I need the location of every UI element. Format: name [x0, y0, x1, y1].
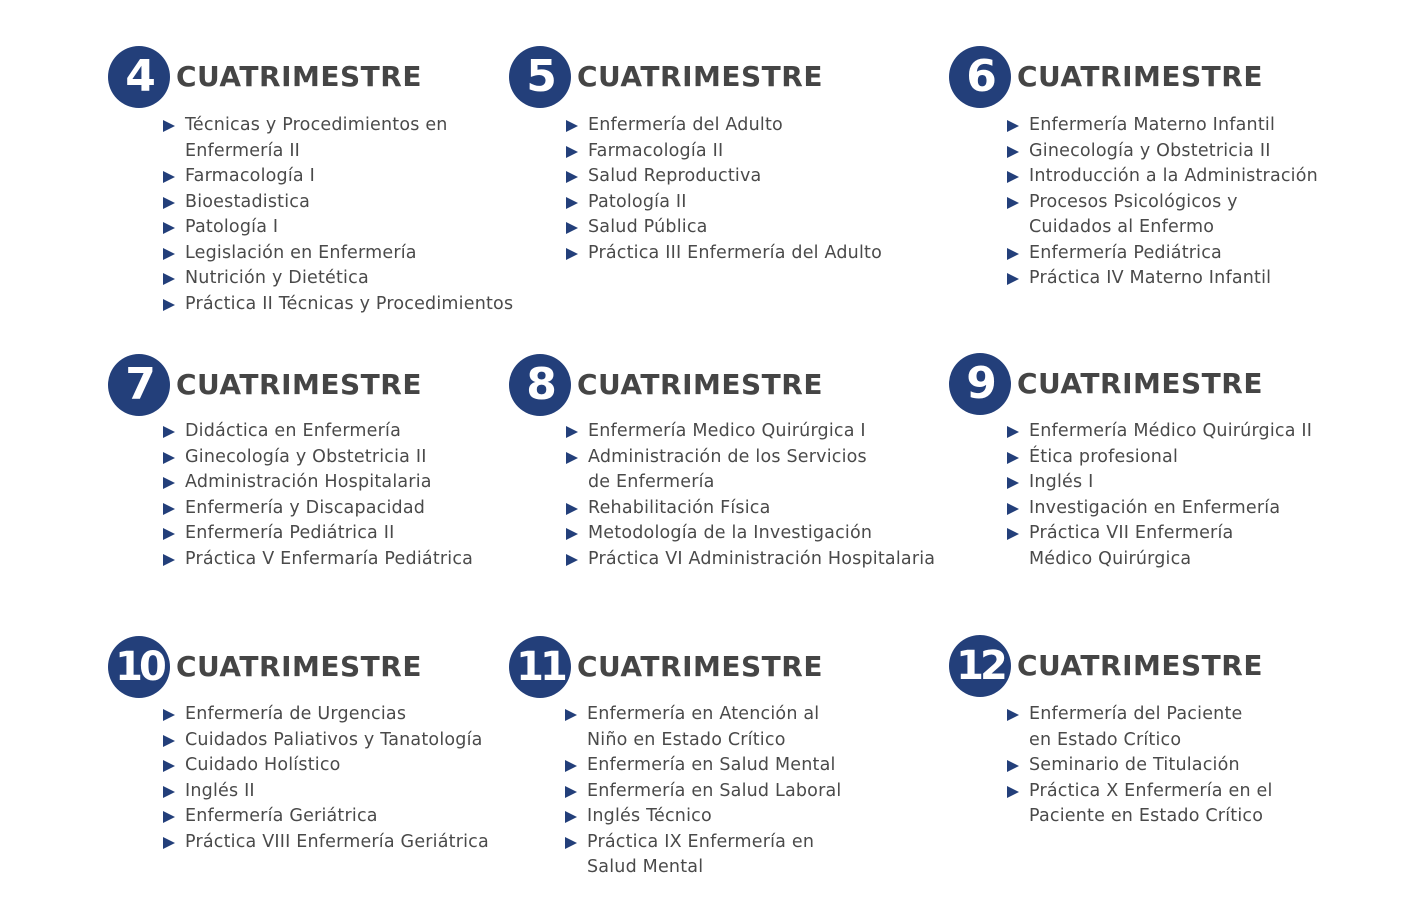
subject-item [566, 241, 882, 267]
subject-label: Investigación en Enfermería [1029, 497, 1281, 518]
subject-item [1007, 190, 1318, 241]
triangle-bullet-icon [163, 452, 175, 464]
cuatrimestre-number-badge: 7 [108, 354, 170, 416]
subject-list [1007, 419, 1312, 572]
subject-item [1007, 164, 1318, 190]
subject-label: Enfermería en Atención al Niño en Estado Crítico [587, 704, 820, 750]
triangle-bullet-icon [163, 273, 175, 285]
cuatrimestre-title: CUATRIMESTRE [577, 60, 823, 93]
subject-item [163, 266, 513, 292]
subject-item [1007, 702, 1273, 753]
subject-item [163, 215, 513, 241]
triangle-bullet-icon [163, 503, 175, 515]
subject-label: Inglés I [1029, 472, 1094, 492]
subject-label: Enfermería y Discapacidad [185, 497, 426, 518]
subject-label: Enfermería Geriátrica [185, 806, 378, 826]
subject-item [163, 164, 513, 190]
subject-label: Enfermería Medico Quirúrgica I [588, 421, 866, 441]
subject-item [566, 164, 882, 190]
triangle-bullet-icon [1007, 273, 1019, 285]
subject-label: Práctica VIII Enfermería Geriátrica [185, 831, 489, 852]
subject-label: Introducción a la Administración [1029, 166, 1318, 186]
triangle-bullet-icon [1007, 477, 1019, 489]
triangle-bullet-icon [163, 709, 175, 721]
subject-item [1007, 779, 1273, 830]
subject-label: Nutrición y Dietética [185, 268, 369, 288]
subject-label: Ginecología y Obstetricia II [185, 446, 427, 467]
subject-item [1007, 753, 1273, 779]
subject-label: Enfermería Médico Quirúrgica II [1029, 421, 1313, 441]
subject-item [163, 445, 473, 471]
triangle-bullet-icon [566, 452, 578, 464]
triangle-bullet-icon [163, 811, 175, 823]
triangle-bullet-icon [1007, 146, 1019, 158]
subject-label: Enfermería Pediátrica II [185, 523, 395, 543]
triangle-bullet-icon [163, 222, 175, 234]
subject-label: Legislación en Enfermería [185, 242, 417, 263]
subject-label: Práctica IV Materno Infantil [1029, 268, 1272, 288]
subject-label: Enfermería en Salud Mental [587, 755, 836, 775]
subject-item [1007, 445, 1312, 471]
subject-item [566, 521, 935, 547]
subject-label: Bioestadistica [185, 191, 311, 212]
cuatrimestre-title: CUATRIMESTRE [176, 368, 422, 401]
subject-label: Didáctica en Enfermería [185, 421, 402, 441]
subject-item [163, 496, 473, 522]
triangle-bullet-icon [565, 786, 577, 798]
subject-label: Patología I [185, 217, 279, 237]
subject-label: Farmacología I [185, 166, 315, 186]
triangle-bullet-icon [1007, 709, 1019, 721]
triangle-bullet-icon [565, 760, 577, 772]
subject-item [1007, 521, 1312, 572]
triangle-bullet-icon [566, 248, 578, 260]
subject-label: Farmacología II [588, 140, 724, 161]
subject-label: Cuidados Paliativos y Tanatología [185, 729, 483, 750]
subject-label: Técnicas y Procedimientos en Enfermería II [185, 115, 448, 161]
triangle-bullet-icon [566, 528, 578, 540]
subject-label: Inglés II [185, 780, 255, 801]
triangle-bullet-icon [565, 837, 577, 849]
subject-item [163, 190, 513, 216]
subject-list [163, 113, 513, 317]
triangle-bullet-icon [163, 837, 175, 849]
subject-item [566, 190, 882, 216]
triangle-bullet-icon [163, 197, 175, 209]
subject-list [566, 419, 935, 572]
subject-label: Práctica II Técnicas y Procedimientos [185, 293, 514, 314]
subject-item [163, 547, 473, 573]
subject-item [163, 419, 473, 445]
triangle-bullet-icon [163, 554, 175, 566]
subject-label: Práctica V Enfermaría Pediátrica [185, 548, 474, 569]
triangle-bullet-icon [566, 554, 578, 566]
subject-label: Práctica VI Administración Hospitalaria [588, 548, 936, 569]
subject-item [565, 702, 841, 753]
subject-label: Patología II [588, 191, 687, 212]
subject-list [163, 419, 473, 572]
triangle-bullet-icon [163, 760, 175, 772]
triangle-bullet-icon [1007, 120, 1019, 132]
subject-label: Enfermería Materno Infantil [1029, 115, 1276, 135]
triangle-bullet-icon [163, 735, 175, 747]
subject-label: Práctica IX Enfermería en Salud Mental [587, 831, 815, 877]
subject-label: Práctica X Enfermería en el Paciente en Estado Crítico [1029, 780, 1273, 826]
triangle-bullet-icon [565, 709, 577, 721]
subject-item [163, 804, 489, 830]
subject-label: Administración Hospitalaria [185, 472, 432, 492]
subject-item [566, 445, 935, 496]
subject-item [163, 113, 513, 164]
subject-list [163, 702, 489, 855]
subject-item [163, 830, 489, 856]
subject-label: Enfermería del Paciente en Estado Crítico [1029, 704, 1243, 750]
subject-label: Enfermería de Urgencias [185, 704, 407, 724]
triangle-bullet-icon [163, 528, 175, 540]
triangle-bullet-icon [566, 426, 578, 438]
triangle-bullet-icon [163, 248, 175, 260]
subject-label: Administración de los Servicios de Enfermería [588, 446, 867, 492]
triangle-bullet-icon [566, 222, 578, 234]
triangle-bullet-icon [163, 426, 175, 438]
triangle-bullet-icon [565, 811, 577, 823]
triangle-bullet-icon [163, 299, 175, 311]
subject-label: Salud Reproductiva [588, 166, 762, 186]
cuatrimestre-title: CUATRIMESTRE [176, 650, 422, 683]
triangle-bullet-icon [1007, 197, 1019, 209]
subject-item [163, 728, 489, 754]
subject-list [1007, 702, 1273, 830]
subject-item [565, 830, 841, 881]
subject-label: Procesos Psicológicos y Cuidados al Enfermo [1029, 191, 1238, 237]
subject-item [1007, 419, 1312, 445]
triangle-bullet-icon [1007, 248, 1019, 260]
triangle-bullet-icon [163, 477, 175, 489]
triangle-bullet-icon [566, 171, 578, 183]
cuatrimestre-number-badge: 6 [949, 46, 1011, 108]
subject-item [1007, 139, 1318, 165]
triangle-bullet-icon [163, 171, 175, 183]
cuatrimestre-number-badge: 5 [509, 46, 571, 108]
subject-list [566, 113, 882, 266]
cuatrimestre-number-badge: 8 [509, 354, 571, 416]
subject-item [566, 496, 935, 522]
triangle-bullet-icon [1007, 171, 1019, 183]
cuatrimestre-number-badge: 9 [949, 353, 1011, 415]
cuatrimestre-title: CUATRIMESTRE [1017, 367, 1263, 400]
triangle-bullet-icon [566, 503, 578, 515]
subject-item [1007, 266, 1318, 292]
triangle-bullet-icon [1007, 786, 1019, 798]
triangle-bullet-icon [566, 197, 578, 209]
subject-item [163, 779, 489, 805]
subject-item [163, 521, 473, 547]
subject-label: Enfermería en Salud Laboral [587, 780, 842, 801]
subject-item [163, 470, 473, 496]
triangle-bullet-icon [163, 786, 175, 798]
triangle-bullet-icon [566, 146, 578, 158]
cuatrimestre-title: CUATRIMESTRE [1017, 60, 1263, 93]
cuatrimestre-title: CUATRIMESTRE [176, 60, 422, 93]
subject-label: Ética profesional [1029, 446, 1179, 467]
subject-item [566, 139, 882, 165]
cuatrimestre-number-badge: 12 [949, 635, 1011, 697]
subject-label: Práctica VII Enfermería Médico Quirúrgica [1029, 523, 1234, 569]
subject-item [1007, 470, 1312, 496]
subject-item [163, 292, 513, 318]
subject-item [1007, 241, 1318, 267]
subject-item [1007, 496, 1312, 522]
triangle-bullet-icon [1007, 503, 1019, 515]
subject-item [163, 753, 489, 779]
subject-item [565, 779, 841, 805]
triangle-bullet-icon [1007, 760, 1019, 772]
triangle-bullet-icon [1007, 528, 1019, 540]
cuatrimestre-title: CUATRIMESTRE [1017, 649, 1263, 682]
subject-item [566, 547, 935, 573]
subject-label: Salud Pública [588, 217, 708, 237]
subject-item [163, 241, 513, 267]
subject-label: Metodología de la Investigación [588, 523, 873, 543]
triangle-bullet-icon [1007, 452, 1019, 464]
subject-item [566, 215, 882, 241]
subject-item [1007, 113, 1318, 139]
subject-item [163, 702, 489, 728]
subject-label: Enfermería Pediátrica [1029, 242, 1222, 263]
triangle-bullet-icon [163, 120, 175, 132]
subject-item [565, 753, 841, 779]
cuatrimestre-title: CUATRIMESTRE [577, 368, 823, 401]
subject-label: Seminario de Titulación [1029, 755, 1240, 775]
subject-label: Práctica III Enfermería del Adulto [588, 242, 882, 263]
subject-label: Cuidado Holístico [185, 755, 341, 775]
cuatrimestre-number-badge: 10 [108, 636, 170, 698]
subject-list [565, 702, 841, 881]
triangle-bullet-icon [566, 120, 578, 132]
cuatrimestre-number-badge: 4 [108, 46, 170, 108]
triangle-bullet-icon [1007, 426, 1019, 438]
cuatrimestre-number-badge: 11 [509, 636, 571, 698]
subject-label: Ginecología y Obstetricia II [1029, 140, 1271, 161]
subject-list [1007, 113, 1318, 292]
subject-item [565, 804, 841, 830]
subject-item [566, 419, 935, 445]
subject-label: Inglés Técnico [587, 806, 712, 826]
cuatrimestre-title: CUATRIMESTRE [577, 650, 823, 683]
subject-label: Rehabilitación Física [588, 497, 771, 518]
subject-label: Enfermería del Adulto [588, 115, 783, 135]
subject-item [566, 113, 882, 139]
